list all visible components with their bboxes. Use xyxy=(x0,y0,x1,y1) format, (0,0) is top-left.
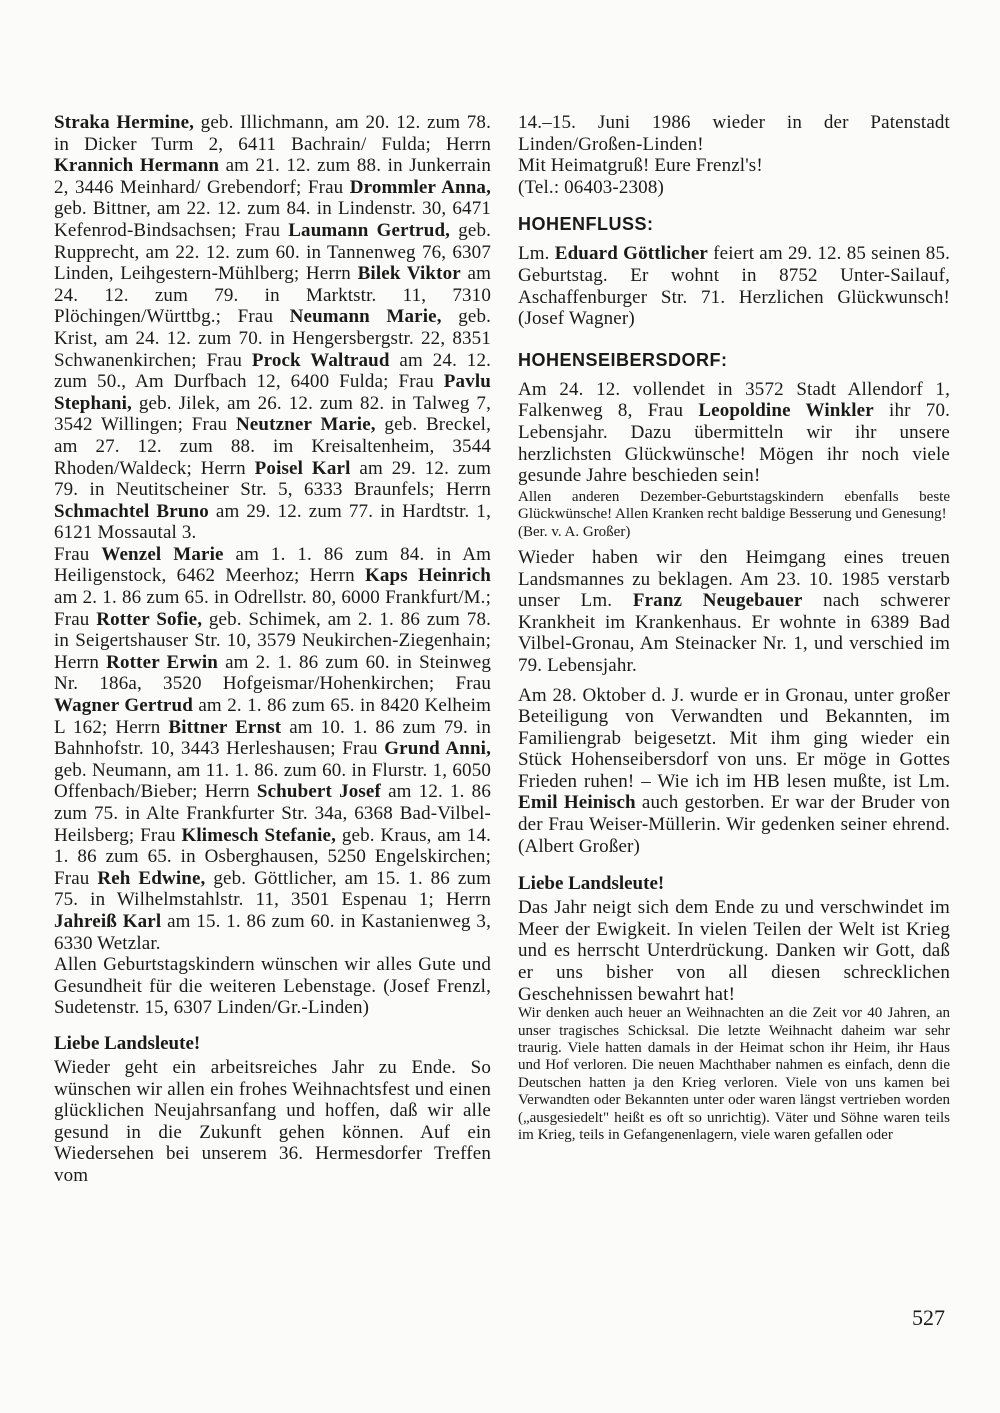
text-run: Am 28. Oktober d. J. wurde er in Gronau, unter großer Beteiligung von Verwandten und Bekannten, im Familiengrab beigesetzt. Mit ihm ging wieder ein Stück Hohenseibersdorf von uns. Er möge in Gottes Frieden ruhen! – Wie ich im HB lesen mußte, ist Lm. xyxy=(518,684,950,792)
person-name: Prock Waltraud xyxy=(251,349,390,371)
person-name: Franz Neugebauer xyxy=(632,590,803,612)
person-name: Reh Edwine, xyxy=(97,867,206,889)
person-name: Rotter Erwin xyxy=(106,651,218,673)
person-name: Wenzel Marie xyxy=(101,543,224,565)
text-run: am 21. 12. zum 88. in Junkerrain 2, 3446 Meinhard/ Grebendorf; Frau xyxy=(54,155,491,198)
small-wishes: Allen anderen Dezember-Geburtstagskindern ebenfalls beste Glückwünsche! Allen Kranken recht baldige Besserung und Genesung! xyxy=(518,488,950,523)
text-run: am 10. 1. 86 zum 79. in Bahnhofstr. 10, 3443 Herleshausen; Frau xyxy=(54,716,491,760)
phone-number: (Tel.: 06403-2308) xyxy=(518,176,664,198)
landsleute-right-text: Das Jahr neigt sich dem Ende zu und verschwindet im Meer der Ewigkeit. In vielen Teilen der Welt ist Krieg und es herrscht Unterdrückung. Danken wir Gott, daß er uns bisher von all diesen schrecklichen Geschehnissen bewahrt hat! xyxy=(518,897,950,1005)
person-name: Laumann Gertrud, xyxy=(288,219,451,241)
obituary-paragraph-1 xyxy=(518,547,950,677)
text-run: geb. Göttlicher, am 15. 1. 86 zum 75. in Wilhelmstahlstr. 11, 3501 Espenau 1; Herrn xyxy=(54,867,491,911)
person-name: Poisel Karl xyxy=(254,457,351,479)
text-run: geb. Neumann, am 11. 1. 86. zum 60. in Flurstr. 1, 6050 Offenbach/Bieber; Herrn xyxy=(54,759,491,803)
text-run: Lm. xyxy=(518,243,555,265)
landsleute-text: Wieder geht ein arbeitsreiches Jahr zu Ende. So wünschen wir allen ein frohes Weihnachtsfest und einen glücklichen Neujahrsanfang und hoffen, daß wir alle gesund in die Zukunft gehen können. Auf ein Wiedersehen bei unserem 36. Hermesdorfer Treffen vom xyxy=(54,1056,491,1186)
left-column xyxy=(54,112,491,1187)
text-run: geb. Jilek, am 26. 12. zum 82. in Talweg 7, 3542 Willingen; Frau xyxy=(54,392,491,436)
person-name: Neutzner Marie, xyxy=(235,414,376,436)
person-name: Kaps Heinrich xyxy=(364,565,491,587)
right-column xyxy=(512,112,950,1144)
person-name: Schmachtel Bruno xyxy=(54,500,209,522)
text-run: am 1. 1. 86 zum 84. in Am Heiligenstock, 6462 Meerhoz; Herrn xyxy=(54,543,491,587)
person-name: Bilek Viktor xyxy=(357,263,461,285)
text-run: auch gestorben. Er war der Bruder von der Frau Weiser-Müllerin. Wir gedenken seiner ehrend. (Albert Großer) xyxy=(518,792,950,857)
person-name: Leopoldine Winkler xyxy=(698,400,874,422)
person-name: Drommler Anna, xyxy=(349,176,491,198)
person-name: Neumann Marie, xyxy=(289,306,442,328)
text-run: am 12. 1. 86 zum 75. in Alte Frankfurter Str. 34a, 6368 Bad-Vilbel-Heilsberg; Frau xyxy=(54,781,491,846)
person-name: Krannich Hermann xyxy=(54,155,220,177)
text-run: geb. Schimek, am 2. 1. 86 zum 78. in Seigertshauser Str. 10, 3579 Neukirchen-Ziegenhain; Herrn xyxy=(54,608,491,673)
section-heading-hohenfluss: HOHENFLUSS: xyxy=(518,214,654,235)
small-memory-text: Wir denken auch heuer an Weihnachten an die Zeit vor 40 Jahren, an unser tragisches Schicksal. Die letzte Weihnacht daheim war sehr traurig. Viele hatten damals in der Heimat schon ihr Heim, ihr Haus und Hof verloren. Die neuen Machthaber nahmen es einfach, denn die Deutschen hatten ja den Krieg verloren. Viele von uns kamen bei Verwandten oder Bekannten unter oder waren längst vertrieben worden („ausgesiedelt" heißt es oft so unrichtig). Väter und Söhne waren teils im Krieg, teils in Gefangenenlagern, viele waren gefallen oder xyxy=(518,1005,950,1144)
person-name: Pavlu Stephani, xyxy=(54,371,491,414)
page-number: 527 xyxy=(912,1305,945,1330)
hohenfluss-text xyxy=(518,243,950,329)
hohenseibersdorf-text xyxy=(518,379,950,487)
small-signature: (Ber. v. A. Großer) xyxy=(518,523,631,540)
text-run: feiert am 29. 12. 85 seinen 85. Geburtstag. Er wohnt in 8752 Unter-Sailauf, Aschaffenburger Str. 71. Herzlichen Glückwunsch! (Josef Wagner) xyxy=(518,243,950,330)
greeting-line: Mit Heimatgruß! Eure Frenzl's! xyxy=(518,155,763,177)
person-name: Eduard Göttlicher xyxy=(554,243,708,265)
section-heading-liebe-landsleute: Liebe Landsleute! xyxy=(518,873,665,895)
person-name: Straka Hermine, xyxy=(54,112,195,133)
text-run: am 2. 1. 86 zum 65. in Odrellstr. 80, 6000 Frankfurt/M.; Frau xyxy=(54,587,491,630)
text-run: ihr 70. Lebensjahr. Dazu übermitteln wir ihr unsere herzlichsten Glückwünsche! Mögen ihr noch viele gesunde Jahre beschieden sein! xyxy=(518,400,950,487)
continuation-text: 14.–15. Juni 1986 wieder in der Patenstadt Linden/Großen-Linden! xyxy=(518,112,950,155)
person-name: Schubert Josef xyxy=(256,781,381,803)
text-run: geb. Krist, am 24. 12. zum 70. in Hengersbergstr. 22, 8351 Schwanenkirchen; Frau xyxy=(54,306,491,371)
text-run: nach schwerer Krankheit im Krankenhaus. Er wohnte in 6389 Bad Vilbel-Gronau, Am Steinacker Nr. 1, und verschied im 79. Lebensjahr. xyxy=(518,590,950,676)
text-run: geb. Breckel, am 27. 12. zum 88. im Kreisaltenheim, 3544 Rhoden/Waldeck; Herrn xyxy=(54,414,491,479)
text-run: geb. Kraus, am 14. 1. 86 zum 65. in Osberghausen, 5250 Engelskirchen; Frau xyxy=(54,824,492,889)
person-name: Wagner Gertrud xyxy=(54,695,193,717)
person-name: Emil Heinisch xyxy=(518,792,636,814)
birthday-list-december xyxy=(54,112,491,544)
text-run: am 29. 12. zum 79. in Neutitscheiner Str. 5, 6333 Braunfels; Herrn xyxy=(54,457,491,501)
text-run: geb. Bittner, am 22. 12. zum 84. in Lindenstr. 30, 6471 Kefenrod-Bindsachsen; Frau xyxy=(54,198,491,241)
birthday-list-january xyxy=(54,544,491,954)
birthday-greeting: Allen Geburtstagskindern wünschen wir alles Gute und Gesundheit für die weiteren Lebenstage. (Josef Frenzl, Sudetenstr. 15, 6307 Linden/Gr.-Linden) xyxy=(54,954,491,1019)
person-name: Jahreiß Karl xyxy=(54,910,162,932)
text-run: am 24. 12. zum 79. in Marktstr. 11, 7310 Plöchingen/Württbg.; Frau xyxy=(54,263,491,328)
text-run: am 15. 1. 86 zum 60. in Kastanienweg 3, 6330 Wetzlar. xyxy=(54,910,491,954)
person-name: Klimesch Stefanie, xyxy=(181,824,337,846)
section-heading-landsleute: Liebe Landsleute! xyxy=(54,1032,201,1054)
text-run: am 2. 1. 86 zum 60. in Steinweg Nr. 186a, 3520 Hofgeismar/Hohenkirchen; Frau xyxy=(54,651,491,695)
text-run: Frau xyxy=(54,543,102,565)
person-name: Bittner Ernst xyxy=(168,716,282,738)
person-name: Grund Anni, xyxy=(384,738,491,760)
person-name: Rotter Sofie, xyxy=(96,608,203,630)
text-run: Am 24. 12. vollendet in 3572 Stadt Allendorf 1, Falkenweg 8, Frau xyxy=(518,378,950,422)
text-run: am 29. 12. zum 77. in Hardtstr. 1, 6121 Mossautal 3. xyxy=(54,500,491,544)
text-run: am 24. 12. zum 50., Am Durfbach 12, 6400 Fulda; Frau xyxy=(54,349,491,393)
obituary-paragraph-2 xyxy=(518,685,950,858)
text-run: geb. Rupprecht, am 22. 12. zum 60. in Tannenweg 76, 6307 Linden, Leihgestern-Mühlberg; Herrn xyxy=(54,219,492,285)
text-run: geb. Illichmann, am 20. 12. zum 78. in Dicker Turm 2, 6411 Bachrain/ Fulda; Herrn xyxy=(54,112,491,155)
section-heading-hohenseibersdorf: HOHENSEIBERSDORF: xyxy=(518,349,728,370)
text-run: am 2. 1. 86 zum 65. in 8420 Kelheim L 162; Herrn xyxy=(54,695,491,738)
text-run: Wieder haben wir den Heimgang eines treuen Landsmannes zu beklagen. Am 23. 10. 1985 verstarb unser Lm. xyxy=(518,546,950,612)
